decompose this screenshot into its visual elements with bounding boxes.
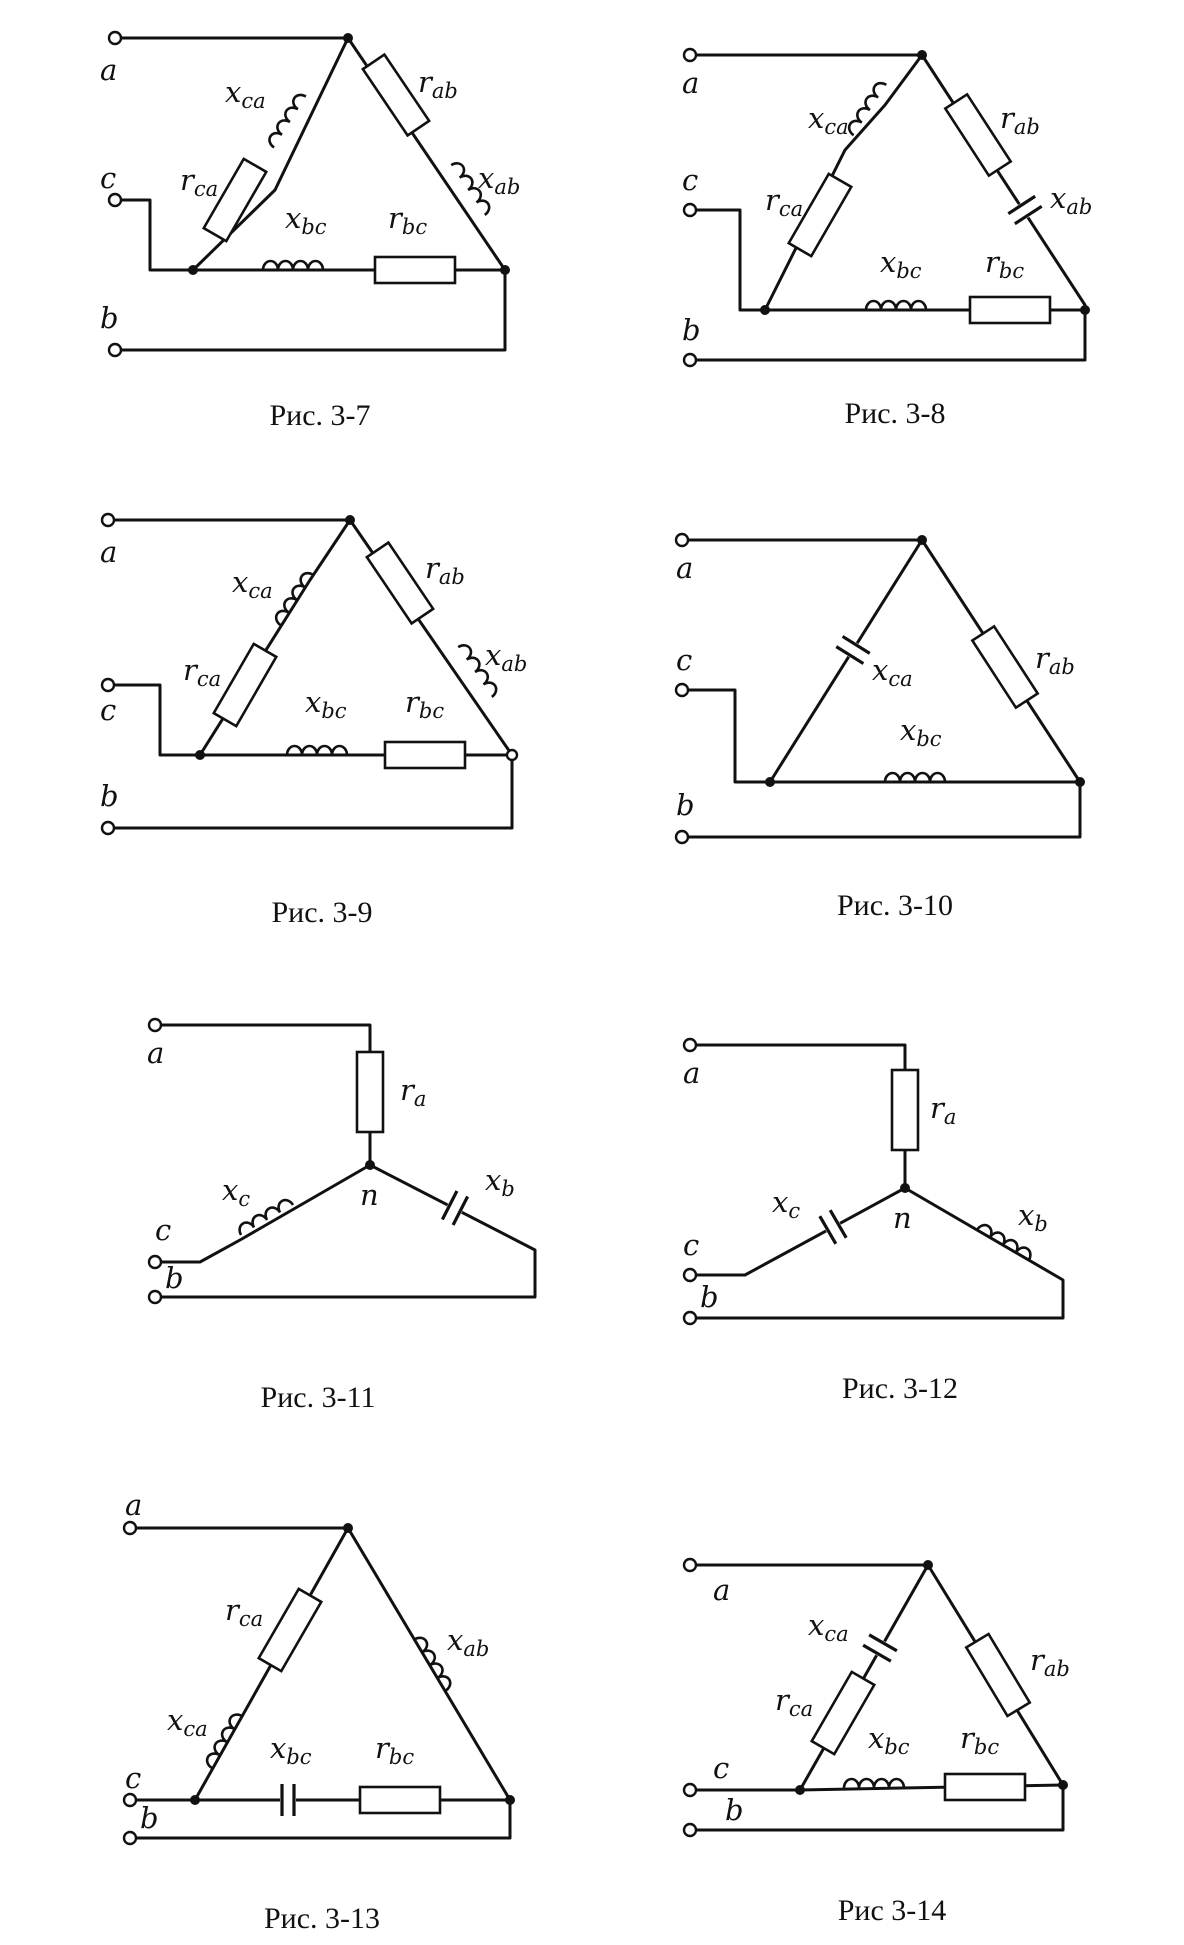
- figure-3-9: [100, 514, 527, 929]
- terminal-a: [684, 1039, 696, 1051]
- junction-node: [917, 535, 927, 545]
- label-x-bc: $x_{bc}$: [285, 201, 327, 239]
- junction-node: [1075, 777, 1085, 787]
- terminal-b: [684, 1312, 696, 1324]
- resistor-r-a: [357, 1052, 383, 1132]
- neutral-node: [365, 1160, 375, 1170]
- label-x-bc: $x_{bc}$: [900, 713, 942, 751]
- terminal-b: [149, 1291, 161, 1303]
- terminal-a: [676, 534, 688, 546]
- terminal-a: [109, 32, 121, 44]
- terminal-label-b: b: [100, 301, 119, 335]
- terminal-label-n: n: [893, 1201, 912, 1235]
- label-x-ab: $x_{ab}$: [478, 161, 521, 199]
- junction-node: [500, 265, 510, 275]
- terminal-a: [124, 1522, 136, 1534]
- terminal-label-c: c: [676, 643, 693, 677]
- terminal-label-b: b: [682, 313, 701, 347]
- resistor-r-bc: [945, 1774, 1025, 1800]
- terminal-label-b: b: [700, 1280, 719, 1314]
- label-r-bc: $r_{bc}$: [405, 685, 445, 723]
- junction-node: [345, 515, 355, 525]
- label-r-ca: $r_{ca}$: [775, 1683, 814, 1721]
- label-x-c: $x_c$: [222, 1173, 251, 1211]
- terminal-c: [684, 1784, 696, 1796]
- label-r-a: $r_a$: [400, 1073, 427, 1111]
- terminal-b: [124, 1832, 136, 1844]
- capacitor-x-ab: [1007, 195, 1043, 226]
- label-x-b: $x_b$: [485, 1163, 515, 1201]
- label-r-ab: $r_{ab}$: [1035, 641, 1075, 679]
- junction-node: [188, 265, 198, 275]
- resistor-r-ca: [812, 1672, 875, 1754]
- resistor-r-ab: [966, 1634, 1029, 1716]
- label-x-ca: $x_{ca}$: [167, 1703, 208, 1741]
- junction-node: [195, 750, 205, 760]
- junction-node: [923, 1560, 933, 1570]
- terminal-label-b: b: [140, 1801, 159, 1835]
- figure-caption: Рис. 3-10: [836, 889, 954, 922]
- inductor-x-bc: [844, 1779, 904, 1788]
- resistor-r-bc: [360, 1787, 440, 1813]
- label-x-ca: $x_{ca}$: [232, 565, 273, 603]
- figure-3-13: [124, 1488, 515, 1935]
- terminal-label-a: a: [100, 535, 118, 569]
- label-r-bc: $r_{bc}$: [388, 201, 428, 239]
- terminal-label-n: n: [360, 1178, 379, 1212]
- junction-node: [1080, 305, 1090, 315]
- label-x-bc: $x_{bc}$: [868, 1721, 910, 1759]
- terminal-b: [684, 354, 696, 366]
- resistor-r-ab: [367, 543, 433, 624]
- resistor-r-bc: [385, 742, 465, 768]
- label-r-ab: $r_{ab}$: [1000, 101, 1040, 139]
- label-r-bc: $r_{bc}$: [960, 1721, 1000, 1759]
- figure-3-8: [682, 49, 1092, 430]
- label-r-bc: $r_{bc}$: [985, 245, 1025, 283]
- terminal-label-a: a: [676, 551, 694, 585]
- resistor-r-bc: [375, 257, 455, 283]
- figure-3-11: [147, 1019, 535, 1414]
- junction-node: [190, 1795, 200, 1805]
- terminal-c: [124, 1794, 136, 1806]
- figure-3-10: [676, 534, 1085, 922]
- label-r-ca: $r_{ca}$: [225, 1593, 264, 1631]
- inductor-x-ca: [273, 570, 313, 625]
- capacitor-x-ca: [862, 1633, 898, 1663]
- label-x-bc: $x_{bc}$: [270, 1731, 312, 1769]
- terminal-b: [684, 1824, 696, 1836]
- terminal-a: [149, 1019, 161, 1031]
- junction-node: [760, 305, 770, 315]
- terminal-b: [676, 831, 688, 843]
- terminal-b: [109, 344, 121, 356]
- figure-caption: Рис. 3-9: [271, 896, 373, 929]
- terminal-label-c: c: [155, 1213, 172, 1247]
- junction-node: [795, 1785, 805, 1795]
- circuit-wiring: [690, 1045, 1063, 1318]
- label-r-ab: $r_{ab}$: [418, 65, 458, 103]
- label-x-bc: $x_{bc}$: [305, 685, 347, 723]
- figure-caption: Рис. 3-8: [844, 397, 946, 430]
- resistor-r-a: [892, 1070, 918, 1150]
- terminal-label-c: c: [682, 163, 699, 197]
- resistor-r-ab: [972, 626, 1037, 707]
- label-r-a: $r_a$: [930, 1091, 957, 1129]
- label-x-ca: $x_{ca}$: [872, 653, 913, 691]
- terminal-label-a: a: [125, 1488, 143, 1522]
- label-x-ab: $x_{ab}$: [447, 1623, 490, 1661]
- resistor-r-bc: [970, 297, 1050, 323]
- terminal-label-c: c: [683, 1228, 700, 1262]
- capacitor-x-ca: [835, 635, 871, 666]
- circuit-wiring: [155, 1025, 535, 1297]
- figure-caption: Рис. 3-12: [841, 1372, 959, 1405]
- label-x-bc: $x_{bc}$: [880, 245, 922, 283]
- label-r-ab: $r_{ab}$: [425, 551, 465, 589]
- terminal-a: [684, 1559, 696, 1571]
- terminal-label-b: b: [165, 1261, 184, 1295]
- junction-node: [917, 50, 927, 60]
- label-x-ab: $x_{ab}$: [1050, 181, 1093, 219]
- terminal-label-b: b: [100, 779, 119, 813]
- terminal-label-b: b: [676, 788, 695, 822]
- terminal-c: [684, 204, 696, 216]
- resistor-r-ca: [214, 644, 277, 726]
- figure-caption: Рис. 3-13: [263, 1902, 381, 1935]
- junction-node: [765, 777, 775, 787]
- terminal-c: [149, 1256, 161, 1268]
- capacitor-x-b: [441, 1190, 470, 1226]
- terminal-c: [676, 684, 688, 696]
- junction-node: [343, 33, 353, 43]
- label-x-ca: $x_{ca}$: [225, 75, 266, 113]
- terminal-label-b: b: [725, 1793, 744, 1827]
- label-r-ca: $r_{ca}$: [183, 653, 222, 691]
- terminal-label-a: a: [682, 66, 700, 100]
- label-r-ca: $r_{ca}$: [765, 183, 804, 221]
- terminal-label-a: a: [100, 53, 118, 87]
- capacitor-x-bc: [280, 1784, 296, 1816]
- terminal-c: [102, 679, 114, 691]
- junction-node: [343, 1523, 353, 1533]
- circuit-wiring: [130, 1528, 510, 1838]
- junction-node: [507, 750, 517, 760]
- label-x-c: $x_c$: [772, 1185, 801, 1223]
- label-x-ab: $x_{ab}$: [485, 638, 528, 676]
- terminal-a: [684, 49, 696, 61]
- label-r-ca: $r_{ca}$: [180, 163, 219, 201]
- terminal-c: [109, 194, 121, 206]
- terminal-label-c: c: [100, 693, 117, 727]
- figure-3-12: [683, 1039, 1063, 1405]
- label-r-bc: $r_{bc}$: [375, 1731, 415, 1769]
- terminal-label-c: c: [713, 1751, 730, 1785]
- neutral-node: [900, 1183, 910, 1193]
- terminal-b: [102, 822, 114, 834]
- label-x-ca: $x_{ca}$: [808, 101, 849, 139]
- terminal-label-c: c: [125, 1761, 142, 1795]
- terminal-label-a: a: [713, 1573, 731, 1607]
- terminal-c: [684, 1269, 696, 1281]
- figure-caption: Рис. 3-11: [260, 1381, 376, 1414]
- inductor-x-ca: [204, 1712, 242, 1768]
- terminal-label-a: a: [147, 1036, 165, 1070]
- terminal-label-c: c: [100, 161, 117, 195]
- label-x-ca: $x_{ca}$: [808, 1608, 849, 1646]
- figure-3-7: [100, 32, 520, 432]
- terminal-label-a: a: [683, 1056, 701, 1090]
- figure-3-14: [684, 1559, 1070, 1927]
- label-x-b: $x_b$: [1018, 1198, 1048, 1236]
- terminal-a: [102, 514, 114, 526]
- resistor-r-ca: [259, 1589, 322, 1671]
- junction-node: [505, 1795, 515, 1805]
- label-r-ab: $r_{ab}$: [1030, 1643, 1070, 1681]
- figure-caption: Рис 3-14: [837, 1894, 947, 1927]
- capacitor-x-c: [818, 1209, 848, 1245]
- figure-caption: Рис. 3-7: [269, 399, 371, 432]
- junction-node: [1058, 1780, 1068, 1790]
